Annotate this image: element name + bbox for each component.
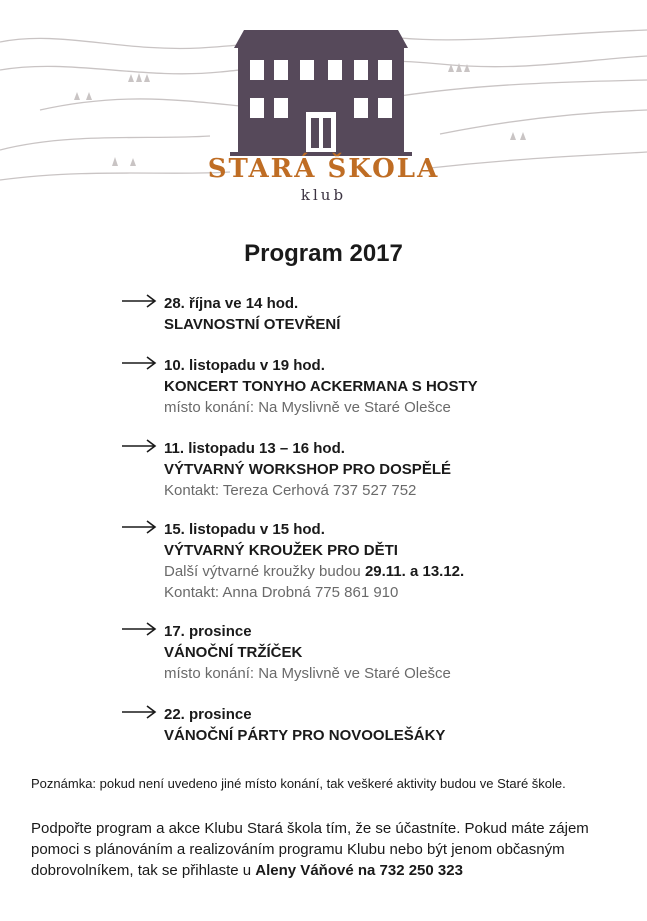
event-date: 28. října ve 14 hod. xyxy=(164,295,299,312)
event-note-dates: 29.11. a 13.12. xyxy=(364,563,465,580)
event-date: 11. listopadu 13 – 16 hod. xyxy=(164,440,345,457)
event-date: 17. prosince xyxy=(164,623,252,640)
event-date: 15. listopadu v 15 hod. xyxy=(164,521,325,538)
arrow-right-icon xyxy=(122,293,158,309)
event-list xyxy=(122,293,622,766)
support-paragraph xyxy=(31,818,631,881)
event-note-text: Další výtvarné kroužky budou xyxy=(164,563,365,580)
event-date: 10. listopadu v 19 hod. xyxy=(164,357,325,374)
event-title: VÝTVARNÝ KROUŽEK PRO DĚTI xyxy=(164,542,398,559)
event-item xyxy=(122,355,622,418)
event-note: Kontakt: Tereza Cerhová 737 527 752 xyxy=(164,482,417,499)
event-item xyxy=(122,519,622,603)
event-item xyxy=(122,293,622,335)
arrow-right-icon xyxy=(122,704,158,720)
arrow-right-icon xyxy=(122,355,158,371)
event-title: KONCERT TONYHO ACKERMANA S HOSTY xyxy=(164,378,478,395)
support-line: Podpořte program a akce Klubu Stará škola tím, že se účastníte. Pokud máte zájem xyxy=(31,820,589,837)
arrow-right-icon xyxy=(122,438,158,454)
event-title: VÁNOČNÍ PÁRTY PRO NOVOOLEŠÁKY xyxy=(164,727,446,744)
event-title: VÝTVARNÝ WORKSHOP PRO DOSPĚLÉ xyxy=(164,461,451,478)
footnote: Poznámka: pokud není uvedeno jiné místo konání, tak veškeré aktivity budou ve Staré škole. xyxy=(31,776,566,791)
page-title: Program 2017 xyxy=(244,240,403,267)
arrow-right-icon xyxy=(122,519,158,535)
event-date: 22. prosince xyxy=(164,706,252,723)
support-contact: Aleny Váňové na 732 250 323 xyxy=(255,862,463,879)
event-note: místo konání: Na Myslivně ve Staré Olešce xyxy=(164,399,451,416)
event-item xyxy=(122,621,622,684)
logo-subtitle: klub xyxy=(300,186,347,204)
event-title: SLAVNOSTNÍ OTEVŘENÍ xyxy=(164,316,341,333)
event-note: místo konání: Na Myslivně ve Staré Olešce xyxy=(164,665,451,682)
logo-name: STARÁ ŠKOLA xyxy=(207,154,440,184)
event-note xyxy=(164,561,622,582)
support-line xyxy=(31,860,631,881)
support-line: pomoci s plánováním a realizováním programu Klubu nebo být jenom občasným xyxy=(31,841,565,858)
event-contact: Kontakt: Anna Drobná 775 861 910 xyxy=(164,584,399,601)
event-title: VÁNOČNÍ TRŽÍČEK xyxy=(164,644,303,661)
event-item xyxy=(122,704,622,746)
arrow-right-icon xyxy=(122,621,158,637)
support-text: dobrovolníkem, tak se přihlaste u xyxy=(31,862,256,879)
event-item xyxy=(122,438,622,501)
